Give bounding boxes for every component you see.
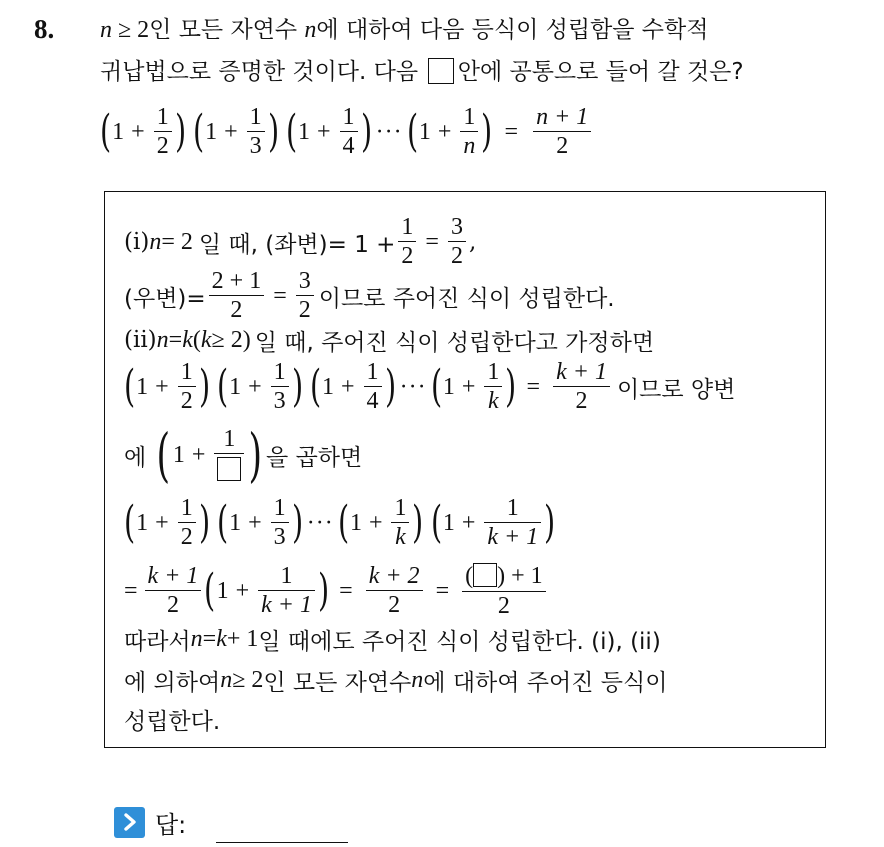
- proof-line-4: ( 1 + $\frac{1}{2}$ ) ( 1 + $\frac{1}{3}$ ) ( 1 + $\frac{1}{4}$ ) ··· ( 1 + $\frac{1}{k}$ ) = $\frac{k + 1}{2}$ 이므로 양변: [124, 358, 736, 414]
- proof-line-5: 에 ( 1 + 1 ) 을 곱하면: [124, 421, 363, 489]
- proof-line-3: (ii) n = k ( k ≥ 2) 일 때, 주어진 식이 성립한다고 가정하면: [124, 326, 655, 356]
- blank-box: [217, 457, 241, 481]
- question-text-c: 귀납법으로 증명한 것이다. 다음: [100, 59, 419, 85]
- proof-line-2: (우변)= $\frac{2 + 1}{2}$ = $\frac{3}{2}$ 이므로 주어진 식이 성립한다.: [124, 267, 615, 323]
- answer-input-line[interactable]: [216, 842, 348, 843]
- answer-area: [114, 806, 186, 838]
- left-paren: (: [100, 106, 112, 157]
- question-text-a: 인 모든 자연수: [149, 17, 305, 43]
- question-text-d: 안에 공통으로 들어 갈 것은?: [457, 59, 744, 85]
- question-text-b: 에 대하여 다음 등식이 성립함을 수학적: [316, 17, 709, 43]
- ellipsis: ···: [375, 118, 403, 145]
- proof-line-9: 에 의하여 n ≥ 2 인 모든 자연수 n 에 대하여 주어진 등식이: [124, 666, 668, 696]
- proof-line-6: ( 1 + $\frac{1}{2}$ ) ( 1 + $\frac{1}{3}$ ) ··· ( 1 + $\frac{1}{k}$ ) ( 1 + $\frac{1}{k + 1}$ ): [124, 494, 556, 550]
- right-paren: ): [174, 106, 186, 157]
- question-text-line-2: [100, 58, 744, 84]
- rhs-fraction: $\frac{n + 1}{2}$: [533, 105, 591, 159]
- question-text-line-1: [100, 17, 708, 42]
- main-equation: ( 1 + $\frac{1}{2}$ ) ( 1 + $\frac{1}{3}$ ) ( 1 + $\frac{1}{4}$ ) ··· ( 1 + $\frac{1}{n}$ ) = $\frac{n + 1}{2}$: [100, 100, 594, 164]
- arrow-right-icon: [114, 807, 145, 838]
- proof-line-10: 성립한다.: [124, 708, 221, 735]
- proof-line-7: = $\frac{k + 1}{2}$ ( 1 + $\frac{1}{k + 1}$ ) = $\frac{k + 2}{2}$ = $\frac{( ) + 1}{2}$: [124, 558, 549, 624]
- var-n: n: [100, 17, 112, 43]
- blank-box: [428, 58, 454, 84]
- fraction: $\frac{1}{2}$: [154, 105, 172, 159]
- var-n: n: [304, 17, 317, 43]
- question-number: 8.: [34, 14, 55, 44]
- proof-line-1: (i) n = 2 일 때, (좌변)= 1 + $\frac{1}{2}$ = $\frac{3}{2}$ ,: [124, 213, 477, 269]
- proof-line-8: 따라서 n = k + 1 일 때에도 주어진 식이 성립한다. (i), (ii): [124, 625, 661, 655]
- ge-two: ≥ 2: [112, 17, 150, 43]
- chevron-right-icon: [120, 812, 140, 832]
- answer-label: 답:: [155, 810, 187, 839]
- blank-box: [473, 563, 497, 587]
